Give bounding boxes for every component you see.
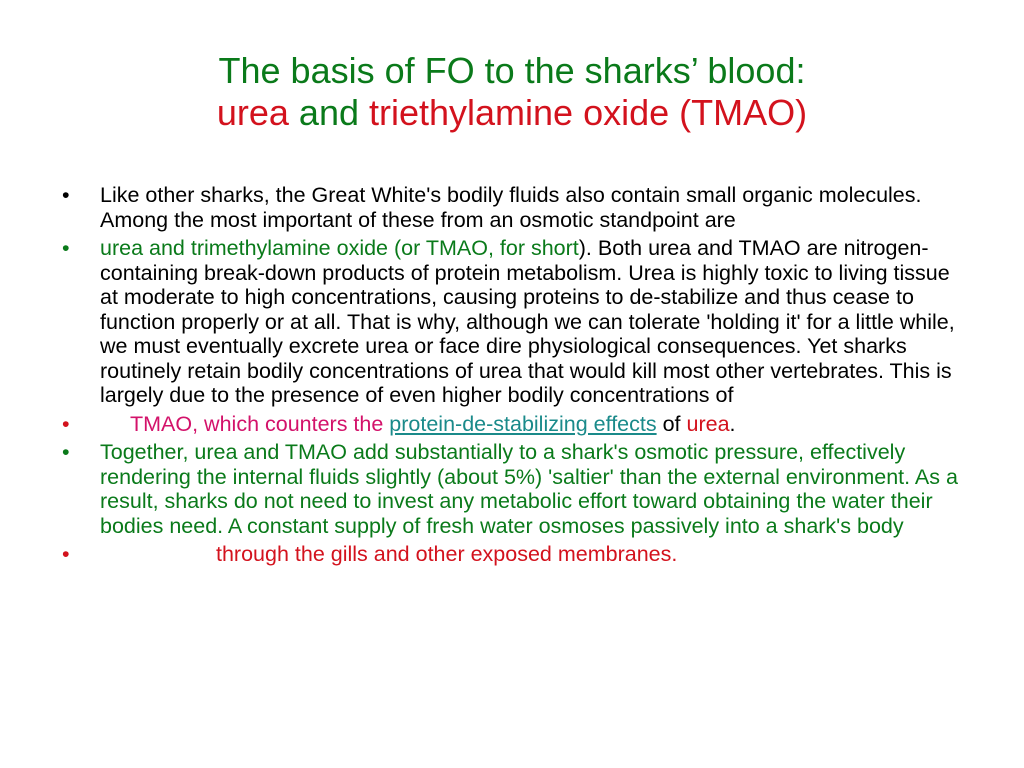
bullet-text-black: ). Both urea and TMAO are nitrogen-containing break-down products of protein metabolism. Urea is highly toxic to living tissue at moderate to high concentrations, causing proteins to de-stabilize and thus cease to function properly or at all. That is why, although we can tolerate 'holding it' for a little while, we must eventually excrete urea or face dire physiological consequences. Yet sharks routinely retain bodily concentrations of urea that would kill most other vertebrates. This is largely due to the presence of even higher bodily concentrations of — [100, 236, 955, 407]
title-tmao: triethylamine oxide (TMAO) — [369, 92, 808, 133]
bullet-item-4 — [62, 440, 967, 538]
bullet-text: through the gills and other exposed membranes. — [216, 542, 678, 566]
bullet-text-urea: urea — [686, 411, 730, 436]
title-urea: urea — [216, 92, 289, 133]
title-and: and — [288, 92, 369, 133]
bullet-text-of: of — [656, 411, 687, 436]
bullet-marker: • — [62, 411, 70, 436]
bullet-item-2 — [62, 236, 967, 408]
bullet-text-period: . — [729, 411, 736, 436]
bullet-text-green: urea and trimethylamine oxide (or TMAO, for short — [100, 236, 579, 260]
bullet-marker: • — [62, 183, 70, 207]
bullet-marker: • — [62, 440, 70, 464]
title-line-2 — [60, 92, 964, 134]
bullet-item-3 — [62, 412, 967, 437]
bullet-text-pink: TMAO, which counters the — [130, 411, 390, 436]
bullet-marker: • — [62, 542, 70, 566]
bullet-item-5 — [62, 542, 967, 567]
title-line-1: The basis of FO to the sharks’ blood: — [218, 50, 806, 91]
bullet-item-1 — [62, 183, 967, 232]
bullet-text-wrap — [100, 412, 736, 436]
protein-destabilizing-effects-link[interactable]: protein-de-stabilizing effects — [389, 411, 657, 436]
bullet-list — [62, 183, 967, 571]
bullet-text: Like other sharks, the Great White's bodily fluids also contain small organic molecules. Among the most important of these from an osmotic standpoint are — [100, 183, 922, 232]
bullet-text: Together, urea and TMAO add substantially to a shark's osmotic pressure, effectively rendering the internal fluids slightly (about 5%) 'saltier' than the external environment. As a result, sharks do not need to invest any metabolic effort toward obtaining the water their bodies need. A constant supply of fresh water osmoses passively into a shark's body — [100, 440, 958, 538]
bullet-marker: • — [62, 236, 70, 260]
slide-title — [60, 50, 964, 134]
